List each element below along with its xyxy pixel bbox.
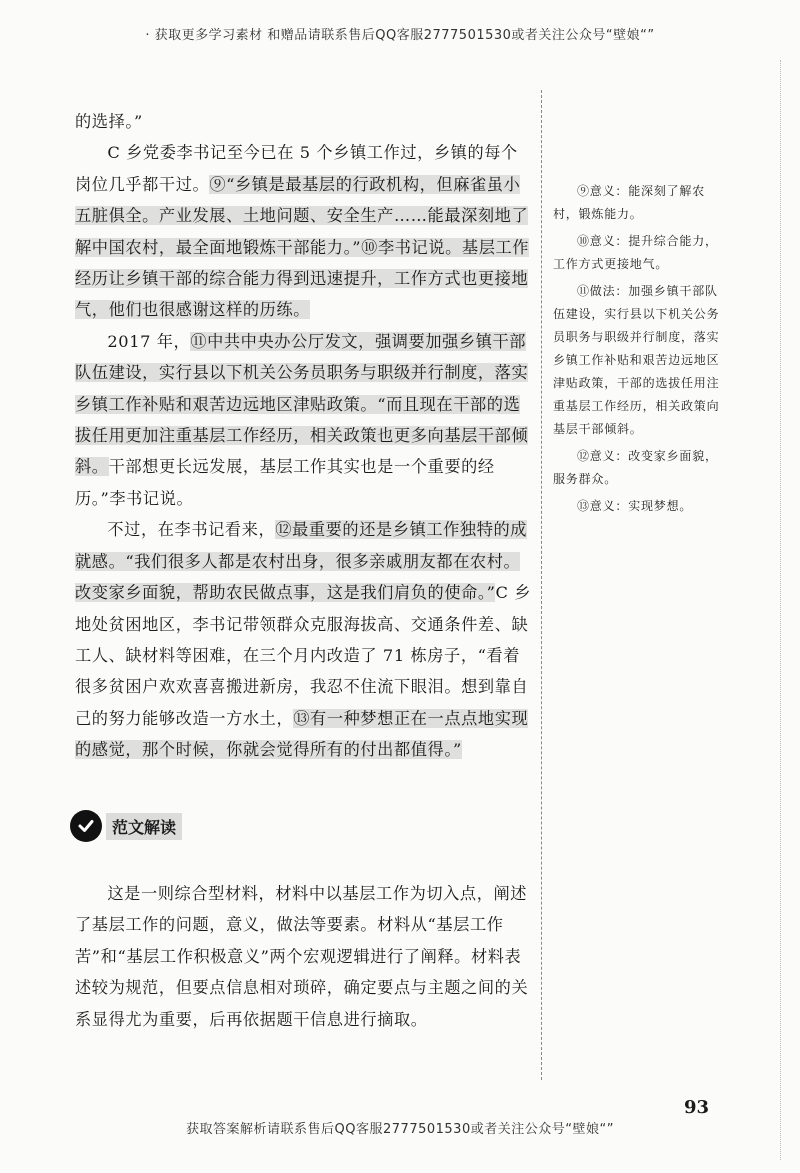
- note-13: ⑬意义：实现梦想。: [577, 499, 693, 513]
- annotation-10-highlight: ⑩李书记说。: [361, 237, 462, 257]
- p2-text-a: 2017 年，: [107, 331, 191, 351]
- page-footer: 获取答案解析请联系售后QQ客服2777501530或者关注公众号“壁娘“”: [186, 1122, 614, 1137]
- paragraph-0: 的选择。”: [75, 112, 143, 131]
- main-text: [75, 106, 533, 766]
- column-divider: [541, 90, 542, 1080]
- check-icon: [70, 810, 102, 842]
- note-11: ⑪做法：加强乡镇干部队伍建设，实行县以下机关公务员职务与职级并行制度，落实乡镇工作补贴和艰苦边远地区津贴政策，干部的选拔任用注重基层工作经历，相关政策向基层干部倾斜。: [553, 284, 720, 436]
- margin-notes: [553, 180, 728, 522]
- p2-highlight-c: “而且现在干部的选拔任用更加注重基层工作经历，相关政策也更多向基层干部倾斜。: [75, 394, 529, 477]
- analysis-text: [75, 878, 533, 1035]
- paragraph-1: [75, 137, 533, 325]
- annotation-9-highlight: ⑨“乡镇是最基层的行政机构，但麻雀虽小五脏俱全。产业发展、土地问题、安全生产……能最深刻地了解中国农村，最全面地锻炼干部能力。”: [75, 174, 529, 257]
- section-heading: [70, 808, 182, 844]
- page-number: 93: [684, 1097, 710, 1118]
- p1-text-a: C 乡党委李书记至今已在 5 个乡镇工作过，乡镇的每个岗位几乎都干过。: [75, 143, 518, 194]
- p3-text-c: C 乡地处贫困地区，李书记带领群众克服海拔高、交通条件差、缺工人、缺材料等困难，在三个月内改造了 71 栋房子，“看着很多贫困户欢欢喜喜搬进新房，我忍不住流下眼泪。想到靠自己的努力能够改造一方水土，: [75, 583, 531, 728]
- paragraph-2: [75, 326, 533, 514]
- note-10: ⑩意义：提升综合能力，工作方式更接地气。: [553, 234, 718, 271]
- annotation-12-highlight: ⑫最重要的还是乡镇工作独特的成就感。“我们很多人都是农村出身，很多亲戚朋友都在农村。改变家乡面貌，帮助农民做点事，这是我们肩负的使命。”: [75, 520, 528, 603]
- annotation-13-highlight: ⑬有一种梦想正在一点点地实现的感觉，那个时候，你就会觉得所有的付出都值得。”: [75, 708, 529, 760]
- p2-text-d: 干部想更长远发展，基层工作其实也是一个重要的经历。”李书记说。: [75, 457, 495, 508]
- section-title: 范文解读: [106, 813, 182, 840]
- p1-highlight-d: 基层工作经历让乡镇干部的综合能力得到迅速提升，工作方式也更接地气，他们也很感谢这样的历练。: [75, 237, 530, 320]
- paragraph-3: [75, 514, 533, 765]
- annotation-11-highlight: ⑪中共中央办公厅发文，强调要加强乡镇干部队伍建设，实行县以下机关公务员职务与职级并行制度，落实乡镇工作补贴和艰苦边远地区津贴政策。: [75, 331, 529, 414]
- analysis-paragraph: 这是一则综合型材料，材料中以基层工作为切入点，阐述了基层工作的问题，意义，做法等要素。材料从“基层工作苦”和“基层工作积极意义”两个宏观逻辑进行了阐释。材料表述较为规范，但要点信息相对琐碎，确定要点与主题之间的关系显得尤为重要，后再依据题干信息进行摘取。: [75, 884, 529, 1029]
- p3-text-a: 不过，在李书记看来，: [107, 520, 276, 540]
- page-header: · 获取更多学习素材 和赠品请联系售后QQ客服2777501530或者关注公众号“壁娘“”: [145, 28, 655, 43]
- note-9: ⑨意义：能深刻了解农村，锻炼能力。: [553, 184, 706, 221]
- note-12: ⑫意义：改变家乡面貌，服务群众。: [553, 449, 718, 486]
- page-edge: [780, 60, 781, 1160]
